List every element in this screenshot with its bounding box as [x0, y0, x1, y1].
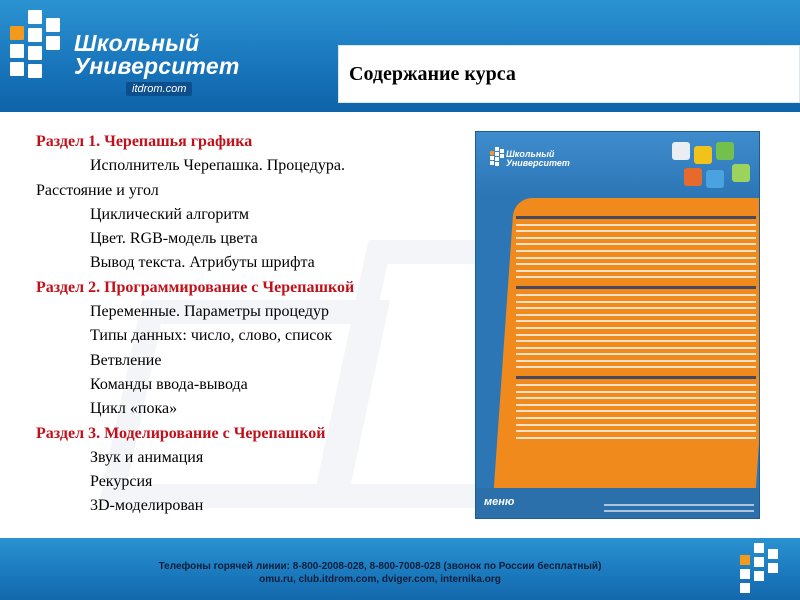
lesson-item: Цвет. RGB-модель цвета	[90, 230, 258, 248]
section-heading: Раздел 1. Черепашья графика	[36, 133, 253, 150]
school-university-logo	[8, 10, 240, 102]
section-heading: Раздел 3. Моделирование с Черепашкой	[36, 424, 326, 442]
cube-icon	[706, 170, 724, 188]
footer-links: omu.ru, club.itdrom.com, dviger.com, internika.org	[259, 574, 501, 585]
lesson-item: Циклический алгоритм	[90, 205, 250, 223]
lesson-item: Исполнитель Черепашка. Процедура.	[90, 157, 345, 175]
cube-icon	[732, 164, 750, 182]
book-logo-text	[506, 150, 570, 168]
cube-icon	[684, 168, 702, 186]
footer-contacts	[120, 560, 640, 586]
lesson-item: Расстояние и угол	[36, 181, 159, 199]
logo-line-2: Университет	[74, 53, 240, 79]
book-logo-line-1: Школьный	[506, 149, 555, 159]
logo-url: itdrom.com	[126, 82, 192, 96]
section-heading: Раздел 2. Программирование с Черепашкой	[36, 278, 355, 296]
logo-line-1: Школьный	[74, 30, 200, 56]
book-menu-label: меню	[484, 496, 515, 508]
book-text-lines	[516, 208, 756, 443]
lesson-item: Звук и анимация	[90, 448, 204, 466]
lesson-item: Типы данных: число, слово, список	[90, 327, 333, 345]
lesson-item: Цикл «пока»	[90, 400, 178, 418]
book-cover-image	[476, 132, 759, 518]
header-bar	[0, 0, 800, 112]
page-title: Содержание курса	[349, 63, 516, 85]
cube-icon	[694, 146, 712, 164]
book-logo-line-2: Университет	[506, 158, 570, 168]
cube-icon	[716, 142, 734, 160]
footer-hotline: Телефоны горячей линии: 8-800-2008-028, 8-800-7008-028 (звонок по России бесплатный)	[158, 561, 602, 572]
lesson-item: Команды ввода-вывода	[90, 375, 248, 393]
book-logo-grid-icon	[490, 147, 504, 167]
lesson-item: Переменные. Параметры процедур	[90, 303, 330, 321]
lesson-item: Вывод текста. Атрибуты шрифта	[90, 254, 315, 272]
lesson-item: Ветвление	[90, 351, 162, 369]
footer-logo-grid-icon	[736, 543, 784, 591]
cube-icon	[672, 142, 690, 160]
lesson-item: 3D-моделирован	[90, 497, 204, 515]
book-bottom-lines	[604, 500, 754, 516]
logo-text	[74, 32, 240, 78]
logo-grid-icon	[8, 10, 64, 90]
course-contents-list	[36, 130, 476, 519]
lesson-item: Рекурсия	[90, 473, 153, 491]
